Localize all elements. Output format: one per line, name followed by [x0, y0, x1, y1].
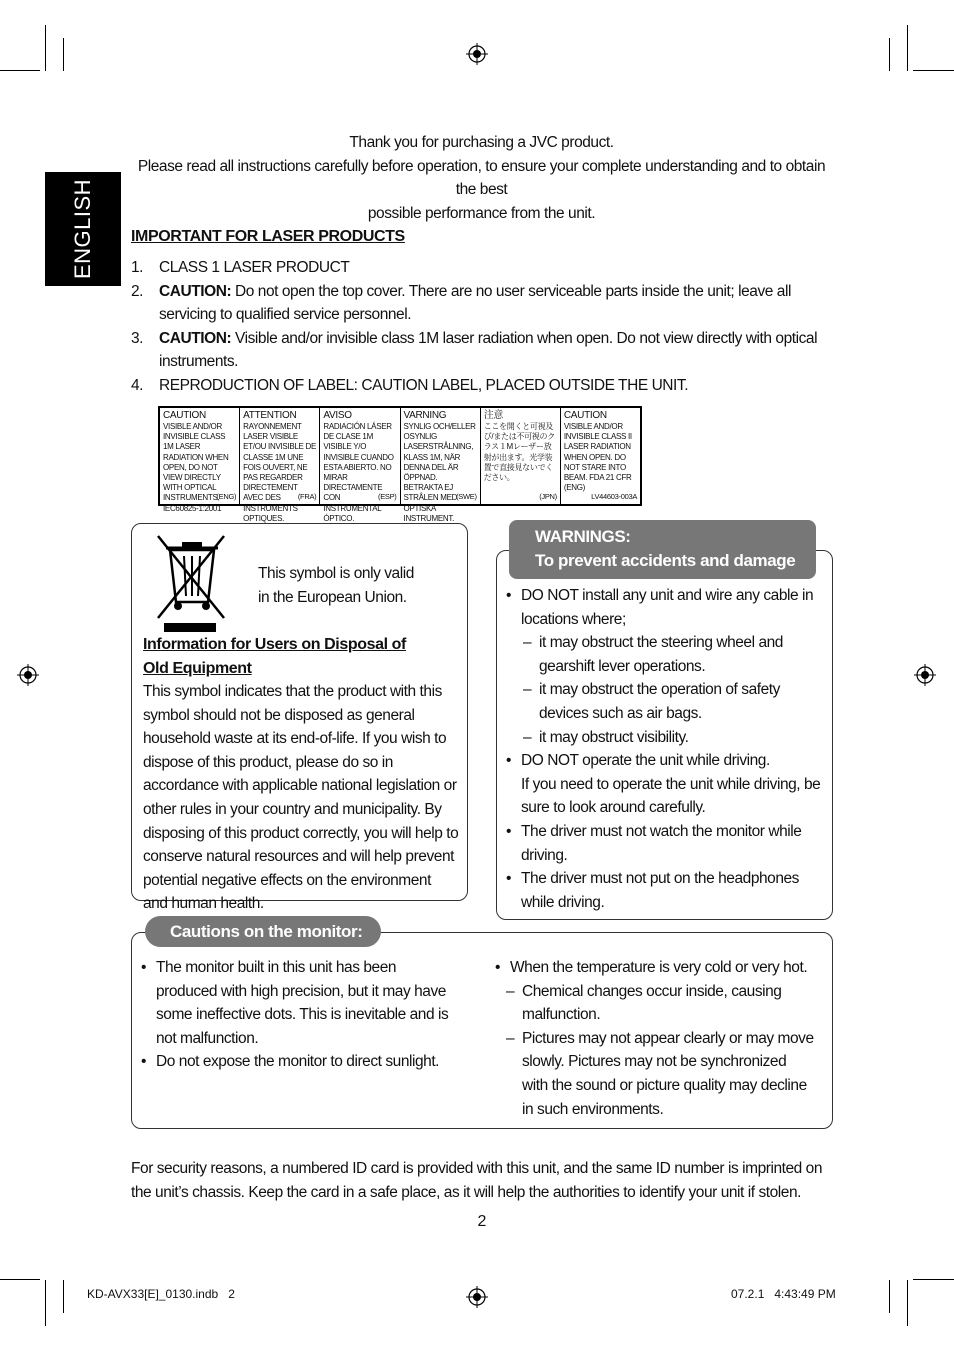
warning-subitem: – it may obstruct visibility. — [523, 726, 824, 750]
crop-mark — [889, 1280, 890, 1313]
crop-mark — [63, 1280, 64, 1313]
crop-mark — [0, 1279, 40, 1280]
intro-line: Thank you for purchasing a JVC product. — [349, 134, 614, 151]
language-tab — [45, 172, 121, 286]
footer-timestamp: 07.2.1 4:43:49 PM — [731, 1287, 836, 1301]
crop-mark — [45, 25, 46, 71]
footer-file-info: KD-AVX33[E]_0130.indb 2 — [87, 1287, 235, 1301]
monitor-caution-subitem: – Pictures may not appear clearly or may move slowly. Pictures may not be synchronized with the sound or picture quality may decline in such environments. — [506, 1027, 815, 1121]
laser-list-item: 2. CAUTION: Do not open the top cover. There are no user serviceable parts inside the unit; leave all servicing to qualified service personnel. — [131, 282, 791, 324]
warning-item: • The driver must not put on the headphones while driving. — [506, 867, 824, 914]
crop-mark — [907, 1280, 908, 1326]
monitor-caution-item: • When the temperature is very cold or very hot. — [495, 956, 815, 980]
crop-mark — [63, 38, 64, 71]
monitor-cautions-title-badge: Cautions on the monitor: — [145, 916, 381, 947]
laser-list-item: 4. REPRODUCTION OF LABEL: CAUTION LABEL, PLACED OUTSIDE THE UNIT. — [131, 376, 689, 394]
laser-list-item: 3. CAUTION: Visible and/or invisible class 1M laser radiation when open. Do not view directly with optical instruments. — [131, 329, 818, 371]
warning-item: • DO NOT operate the unit while driving. If you need to operate the unit while driving, be sure to look around carefully. — [506, 749, 824, 820]
laser-list-item: 1. CLASS 1 LASER PRODUCT — [131, 259, 350, 276]
crossed-out-wheelie-bin-icon — [156, 532, 228, 632]
warnings-list — [506, 584, 824, 914]
intro-text — [131, 131, 832, 225]
warning-subitem: – it may obstruct the steering wheel and gearshift lever operations. — [523, 631, 824, 678]
warnings-title-badge: WARNINGS: To prevent accidents and damage — [509, 520, 816, 579]
warning-item: • The driver must not watch the monitor while driving. — [506, 820, 824, 867]
disposal-heading: Information for Users on Disposal of Old Equipment — [143, 636, 406, 677]
caution-label-reproduction — [158, 406, 642, 523]
registration-mark-icon — [17, 664, 39, 686]
monitor-cautions-left — [141, 956, 453, 1074]
monitor-caution-item: • Do not expose the monitor to direct sunlight. — [141, 1050, 453, 1074]
disposal-body: This symbol indicates that the product with this symbol should not be disposed as general household waste at its end-of-life. If you wish to dispose of this product, please do so in accordance with applicable national legislation or other rules in your country and municipality. By disposing of this product correctly, you will help to conserve natural resources and will help prevent potential negative effects on the environment and human health. — [143, 683, 459, 913]
crop-mark — [907, 25, 908, 71]
caution-label-panel: 注意 ここを開くと可視及び/または不可視のクラス１Mレーザー放射が出ます。光学装置で直接見ないでください。 (JPN) — [481, 408, 561, 504]
crop-mark — [913, 70, 954, 71]
registration-mark-icon — [466, 1286, 488, 1308]
registration-mark-icon — [466, 43, 488, 65]
warning-subitem: – it may obstruct the operation of safety devices such as air bags. — [523, 678, 824, 725]
caution-label-panel: CAUTION VISIBLE AND/OR INVISIBLE CLASS 1M LASER RADIATION WHEN OPEN, DO NOT VIEW DIRECTLY WITH OPTICAL INSTRUMENTS. IEC60825-1:2001 (ENG) — [160, 408, 240, 504]
crop-mark — [913, 1279, 954, 1280]
registration-mark-icon — [914, 664, 936, 686]
language-tab-label: ENGLISH — [70, 178, 95, 280]
monitor-cautions-right — [495, 956, 815, 1121]
crop-mark — [889, 38, 890, 71]
page-number: 2 — [477, 1213, 487, 1230]
disposal-info-box — [131, 523, 468, 913]
eu-symbol-note: This symbol is only valid in the European Union. — [258, 565, 414, 606]
warning-item: • DO NOT install any unit and wire any cable in locations where; — [506, 584, 824, 631]
laser-heading: IMPORTANT FOR LASER PRODUCTS — [131, 228, 405, 245]
laser-list — [131, 256, 831, 398]
intro-line: Please read all instructions carefully before operation, to ensure your complete understanding and to obtain the best — [137, 157, 826, 199]
caution-label-panel: ATTENTION RAYONNEMENT LASER VISIBLE ET/OU INVISIBLE DE CLASSE 1M UNE FOIS OUVERT, NE PAS REGARDER DIRECTEMENT AVEC DES INSTRUMENTS OPTIQUES. (FRA) — [240, 408, 320, 504]
caution-label-panel: VARNING SYNLIG OCH/ELLER OSYNLIG LASERSTRÅLNING, KLASS 1M, NÄR DENNA DEL ÄR ÖPPNAD. BETRAKTA EJ STRÅLEN MED OPTISKA INSTRUMENT. (SWE) — [401, 408, 481, 504]
security-note: For security reasons, a numbered ID card is provided with this unit, and the same ID number is imprinted on the unit’s chassis. Keep the card in a safe place, as it will help the authorities to identify your unit if stolen. — [131, 1160, 823, 1201]
monitor-caution-subitem: – Chemical changes occur inside, causing malfunction. — [506, 980, 815, 1027]
crop-mark — [45, 1280, 46, 1326]
caution-label-panel: CAUTION VISIBLE AND/OR INVISIBLE CLASS II LASER RADIATION WHEN OPEN. DO NOT STARE INTO BEAM. FDA 21 CFR (ENG) LV44603-003A — [563, 410, 638, 501]
intro-line: possible performance from the unit. — [367, 204, 596, 222]
crop-mark — [0, 70, 40, 71]
monitor-caution-item: • The monitor built in this unit has been produced with high precision, but it may have some ineffective dots. This is inevitable and is not malfunction. — [141, 956, 453, 1050]
caution-label-panel: AVISO RADIACIÓN LÁSER DE CLASE 1M VISIBLE Y/O INVISIBLE CUANDO ESTA ABIERTO. NO MIRAR DIRECTAMENTE CON INSTRUMENTAL ÓPTICO. (ESP) — [320, 408, 400, 504]
